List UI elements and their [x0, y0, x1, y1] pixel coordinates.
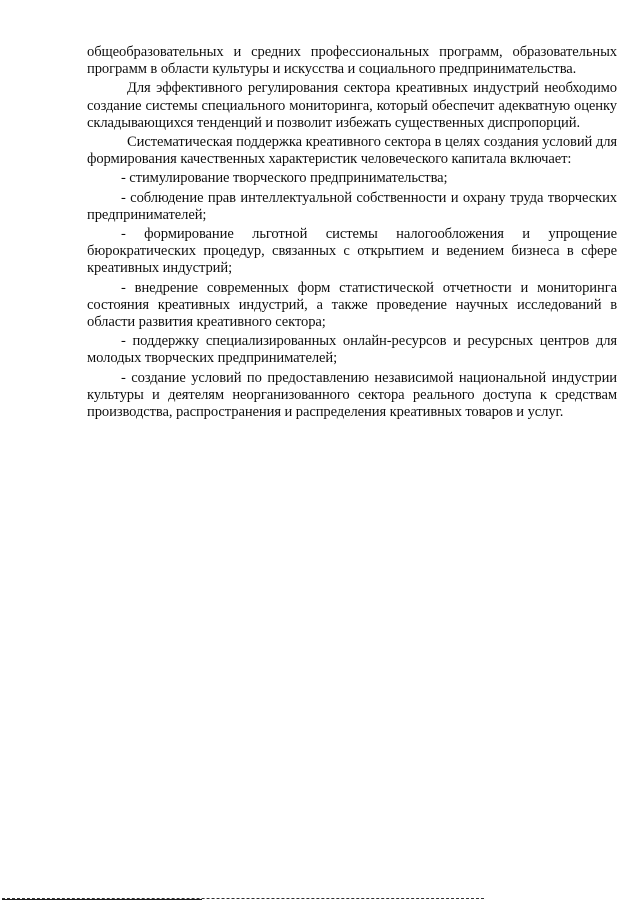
list-item: - внедрение современных форм статистической отчетности и мониторинга состояния креативных индустрий, а также проведение научных исследований в области развития креативного сектора;	[87, 279, 617, 331]
list-item: - поддержку специализированных онлайн-ресурсов и ресурсных центров для молодых творческих предпринимателей;	[87, 333, 617, 367]
scan-edge-line-solid	[2, 899, 202, 900]
paragraph-continuation: общеобразовательных и средних профессиональных программ, образовательных программ в области культуры и искусства и социального предпринимательства.	[87, 44, 617, 78]
paragraph-support-intro: Систематическая поддержка креативного сектора в целях создания условий для формирования качественных характеристик человеческого капитала включает:	[87, 134, 617, 168]
list-item: - стимулирование творческого предпринимательства;	[121, 170, 448, 187]
document-body	[87, 44, 617, 423]
list-item: - соблюдение прав интеллектуальной собственности и охрану труда творческих предпринимателей;	[87, 189, 617, 223]
list-item: - формирование льготной системы налогообложения и упрощение бюрократических процедур, связанных с открытием и ведением бизнеса в сфере креативных индустрий;	[87, 226, 617, 277]
list-item: - создание условий по предоставлению независимой национальной индустрии культуры и деятелям неорганизованного сектора реального доступа к средствам производства, распространения и распределения креативных товаров и услуг.	[87, 369, 617, 421]
paragraph-monitoring: Для эффективного регулирования сектора креативных индустрий необходимо создание системы специального мониторинга, который обеспечит адекватную оценку складывающихся тенденций и позволит избежать существенных диспропорций.	[87, 80, 617, 131]
